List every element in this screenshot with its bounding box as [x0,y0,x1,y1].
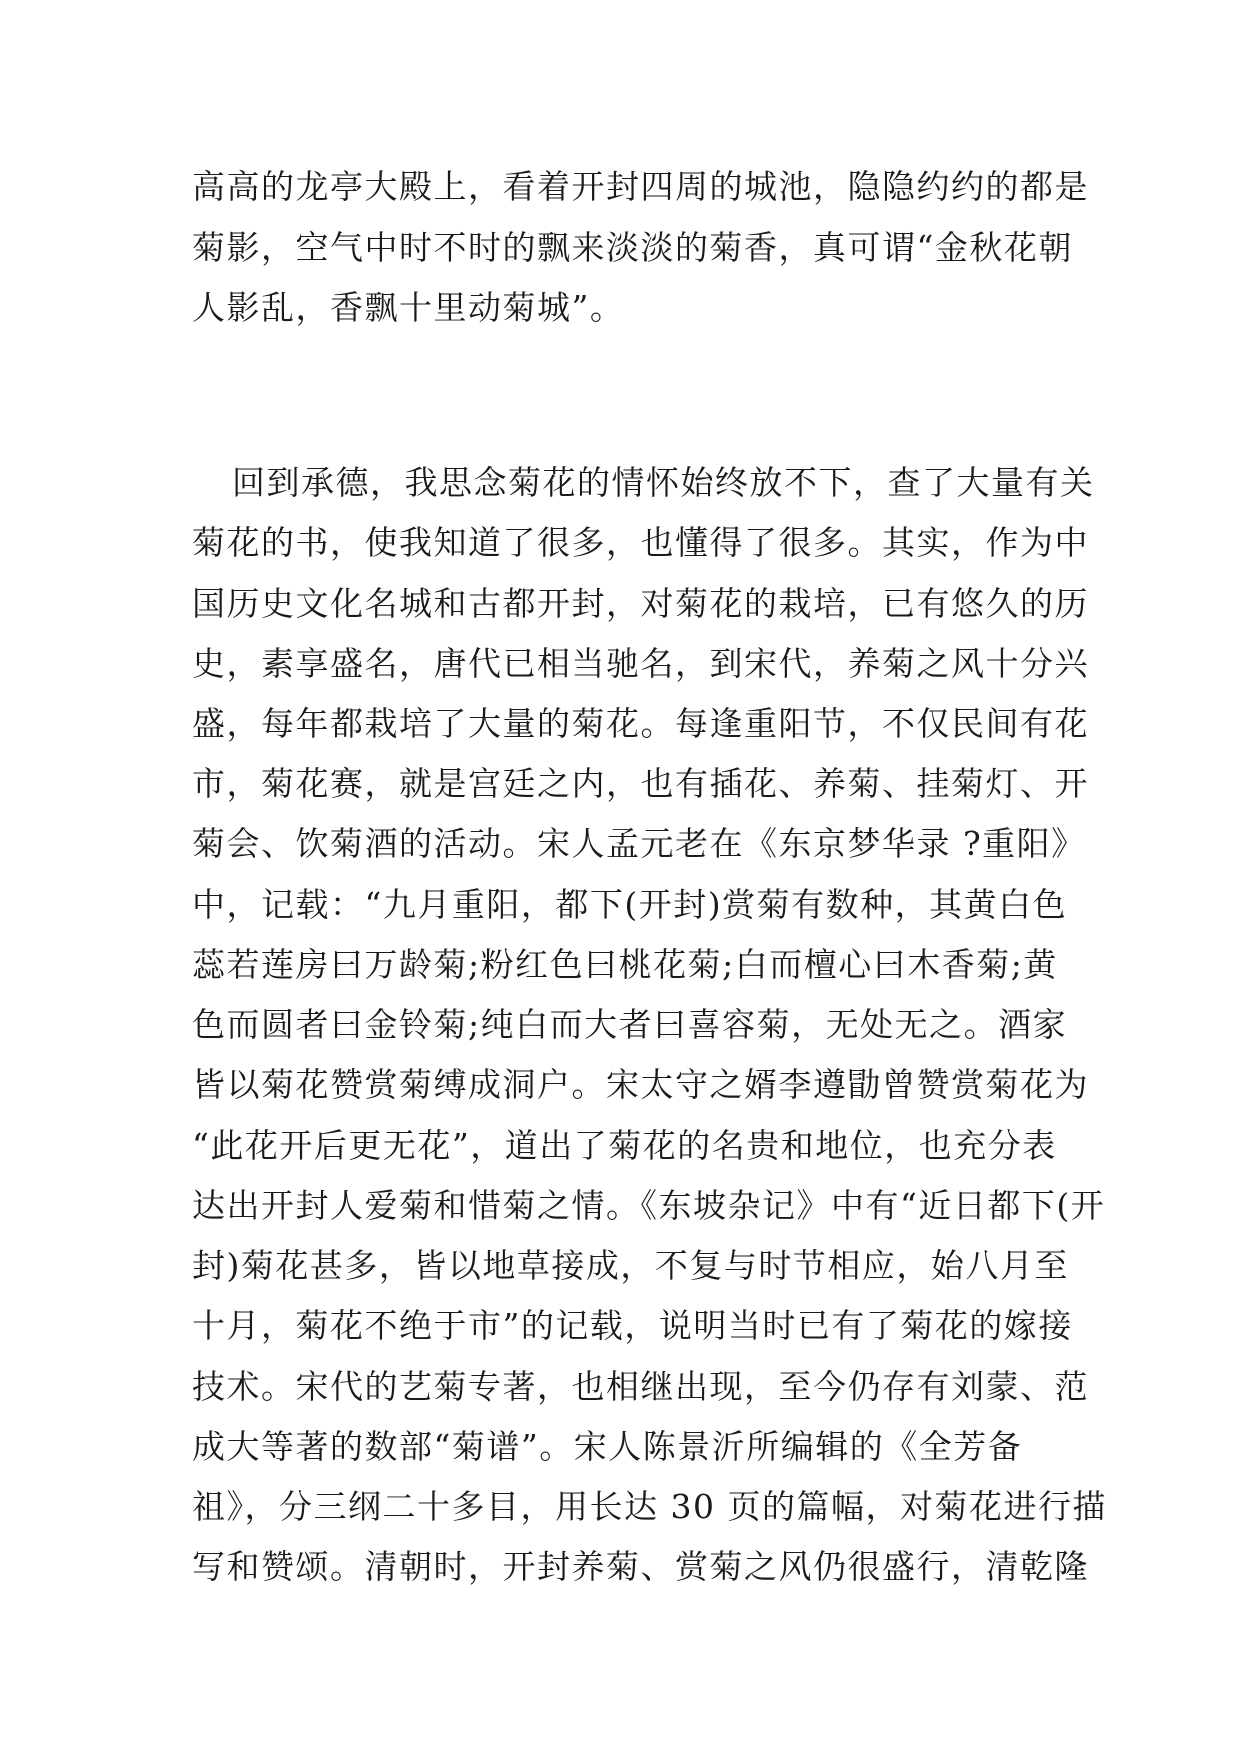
paragraph-2-line-9: 蕊若莲房曰万龄菊;粉红色曰桃花菊;白而檀心曰木香菊;黄 [192,945,1058,984]
paragraph-2-line-1: 回到承德，我思念菊花的情怀始终放不下，查了大量有关 [232,463,1095,502]
paragraph-2-line-16: 技术。宋代的艺菊专著，也相继出现，至今仍存有刘蒙、范 [192,1367,1089,1406]
paragraph-1-line-1: 高高的龙亭大殿上，看着开封四周的城池，隐隐约约的都是 [192,167,1089,206]
paragraph-2-line-2: 菊花的书，使我知道了很多，也懂得了很多。其实，作为中 [192,523,1089,562]
paragraph-2-line-5: 盛，每年都栽培了大量的菊花。每逢重阳节，不仅民间有花 [192,704,1089,743]
paragraph-2-line-12: “此花开后更无花”，道出了菊花的名贵和地位，也充分表 [192,1126,1057,1165]
paragraph-1-line-3: 人影乱，香飘十里动菊城”。 [192,288,625,327]
paragraph-2-line-8: 中，记载：“九月重阳，都下(开封)赏菊有数种，其黄白色 [192,885,1068,924]
paragraph-2-line-13: 达出开封人爱菊和惜菊之情。《东坡杂记》中有“近日都下(开 [192,1186,1106,1225]
paragraph-2-line-4: 史，素享盛名，唐代已相当驰名，到宋代，养菊之风十分兴 [192,644,1089,683]
paragraph-2-line-11: 皆以菊花赞赏菊缚成洞户。宋太守之婿李遵勖曾赞赏菊花为 [192,1065,1089,1104]
paragraph-2-line-10: 色而圆者曰金铃菊;纯白而大者曰喜容菊，无处无之。酒家 [192,1005,1068,1044]
paragraph-2-line-3: 国历史文化名城和古都开封，对菊花的栽培，已有悠久的历 [192,584,1089,623]
paragraph-2-line-15: 十月，菊花不绝于市”的记载，说明当时已有了菊花的嫁接 [192,1306,1073,1345]
paragraph-2-line-14: 封)菊花甚多，皆以地草接成，不复与时节相应，始八月至 [192,1246,1069,1285]
paragraph-2-line-17: 成大等著的数部“菊谱”。宋人陈景沂所编辑的《全芳备 [192,1427,1023,1466]
paragraph-2-line-18: 祖》，分三纲二十多目，用长达 30 页的篇幅，对菊花进行描 [192,1487,1107,1526]
paragraph-1-line-2: 菊影，空气中时不时的飘来淡淡的菊香，真可谓“金秋花朝 [192,228,1073,267]
paragraph-2-line-7: 菊会、饮菊酒的活动。宋人孟元老在《东京梦华录 ?重阳》 [192,824,1086,863]
paragraph-2-line-19: 写和赞颂。清朝时，开封养菊、赏菊之风仍很盛行，清乾隆 [192,1547,1089,1586]
paragraph-2-line-6: 市，菊花赛，就是宫廷之内，也有插花、养菊、挂菊灯、开 [192,764,1089,803]
